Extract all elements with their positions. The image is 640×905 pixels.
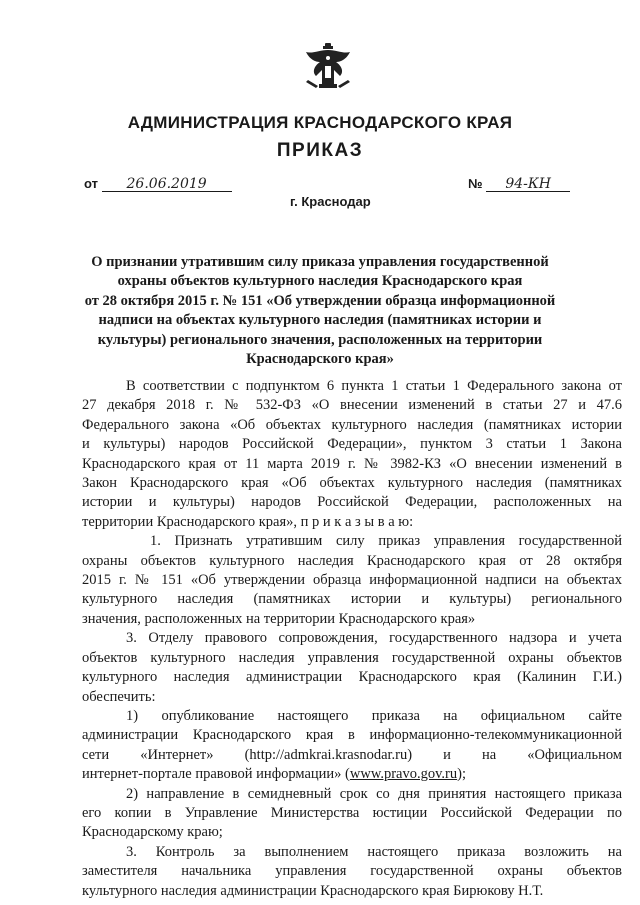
- sub-item-1: [82, 707, 622, 785]
- organization-name: АДМИНИСТРАЦИЯ КРАСНОДАРСКОГО КРАЯ: [127, 113, 513, 132]
- text-line: территории Краснодарского края», п р и к а з ы в а ю:: [82, 513, 414, 530]
- text-line: 1. Признать утратившим силу приказ управления государственной: [150, 533, 622, 550]
- text-line: Краснодарского края от 11 марта 2019 г. № 3982-КЗ «О внесении изменений в: [82, 455, 622, 472]
- title-line: культуры) регионального значения, расположенных на территории: [97, 331, 543, 348]
- text-line: культурного наследия (памятниках истории и культуры) регионального: [82, 591, 622, 608]
- date-line: [84, 176, 232, 192]
- text-line: 3. Контроль за выполнением настоящего приказа возложить на: [126, 843, 622, 860]
- text-line: охраны объектов культурного наследия Краснодарского края от 28 октября: [82, 552, 622, 569]
- pravo-link[interactable]: www.pravo.gov.ru: [349, 766, 458, 783]
- document-title: [0, 253, 640, 369]
- title-line: Краснодарского края»: [246, 351, 394, 368]
- number-prefix: №: [468, 176, 483, 191]
- date-prefix: от: [84, 176, 98, 191]
- coat-of-arms-icon: [302, 40, 354, 92]
- document-body: [82, 377, 622, 901]
- text-line: 1) опубликование настоящего приказа на официальном сайте: [126, 707, 622, 724]
- text-line: В соответствии с подпунктом 6 пункта 1 статьи 1 Федерального закона от: [126, 378, 622, 394]
- text-line: его копии в Управление Министерства юстиции Российской Федерации по: [82, 804, 622, 821]
- city-name: г. Краснодар: [290, 194, 371, 209]
- text-line: культурного наследия администрации Краснодарского края Бирюкову Н.Т.: [82, 882, 544, 899]
- text-line: заместителя начальника управления государственной охраны объектов: [82, 863, 622, 880]
- intro-paragraph: [82, 377, 622, 532]
- number-line: [468, 176, 570, 192]
- title-line: охраны объектов культурного наследия Краснодарского края: [117, 273, 523, 290]
- text-line: объектов культурного наследия управления государственной охраны объектов: [82, 649, 622, 666]
- text-line: 3. Отделу правового сопровождения, государственного надзора и учета: [126, 630, 622, 647]
- item-3: [82, 629, 622, 707]
- text-line: 27 декабря 2018 г. № 532-ФЗ «О внесении изменений в статьи 27 и 47.6: [82, 397, 622, 414]
- text-line: Закон Краснодарского края «Об объектах культурного наследия (памятниках: [82, 475, 622, 492]
- text-line: [82, 765, 622, 784]
- text-fragment: );: [457, 766, 466, 783]
- text-fragment: интернет-портале правовой информации» (: [82, 766, 350, 783]
- text-line: и культуры) народов Российской Федерации», пунктом 3 статьи 1 Закона: [82, 436, 622, 453]
- title-line: надписи на объектах культурного наследия (памятниках истории и: [98, 312, 542, 329]
- item-1: [82, 532, 622, 629]
- title-line: от 28 октября 2015 г. № 151 «Об утверждении образца информационной: [84, 292, 556, 309]
- text-line: обеспечить:: [82, 688, 156, 705]
- text-line: культурного наследия администрации Краснодарского края (Калинин Г.И.): [82, 669, 622, 686]
- text-line: Федерального закона «Об объектах культурного наследия (памятниках истории: [82, 416, 622, 433]
- text-line: 2015 г. № 151 «Об утверждении образца информационной надписи на объектах: [82, 572, 622, 589]
- document-type: ПРИКАЗ: [276, 140, 364, 161]
- text-line: истории и культуры) народов Российской Федерации, расположенных на: [82, 494, 622, 511]
- text-line: значения, расположенных на территории Краснодарского края»: [82, 610, 476, 627]
- item-3b: [82, 843, 622, 901]
- date-value: 26.06.2019: [102, 177, 232, 192]
- text-line: Краснодарскому краю;: [82, 824, 223, 841]
- title-line: О признании утратившим силу приказа управления государственной: [91, 254, 549, 270]
- number-value: 94-КН: [486, 177, 570, 192]
- text-line: 2) направление в семидневный срок со дня принятия настоящего приказа: [126, 785, 622, 802]
- text-line: сети «Интернет» (http://admkrai.krasnodar.ru) и на «Официальном: [82, 746, 622, 763]
- sub-item-2: [82, 785, 622, 843]
- text-line: администрации Краснодарского края в информационно-телекоммуникационной: [82, 727, 622, 744]
